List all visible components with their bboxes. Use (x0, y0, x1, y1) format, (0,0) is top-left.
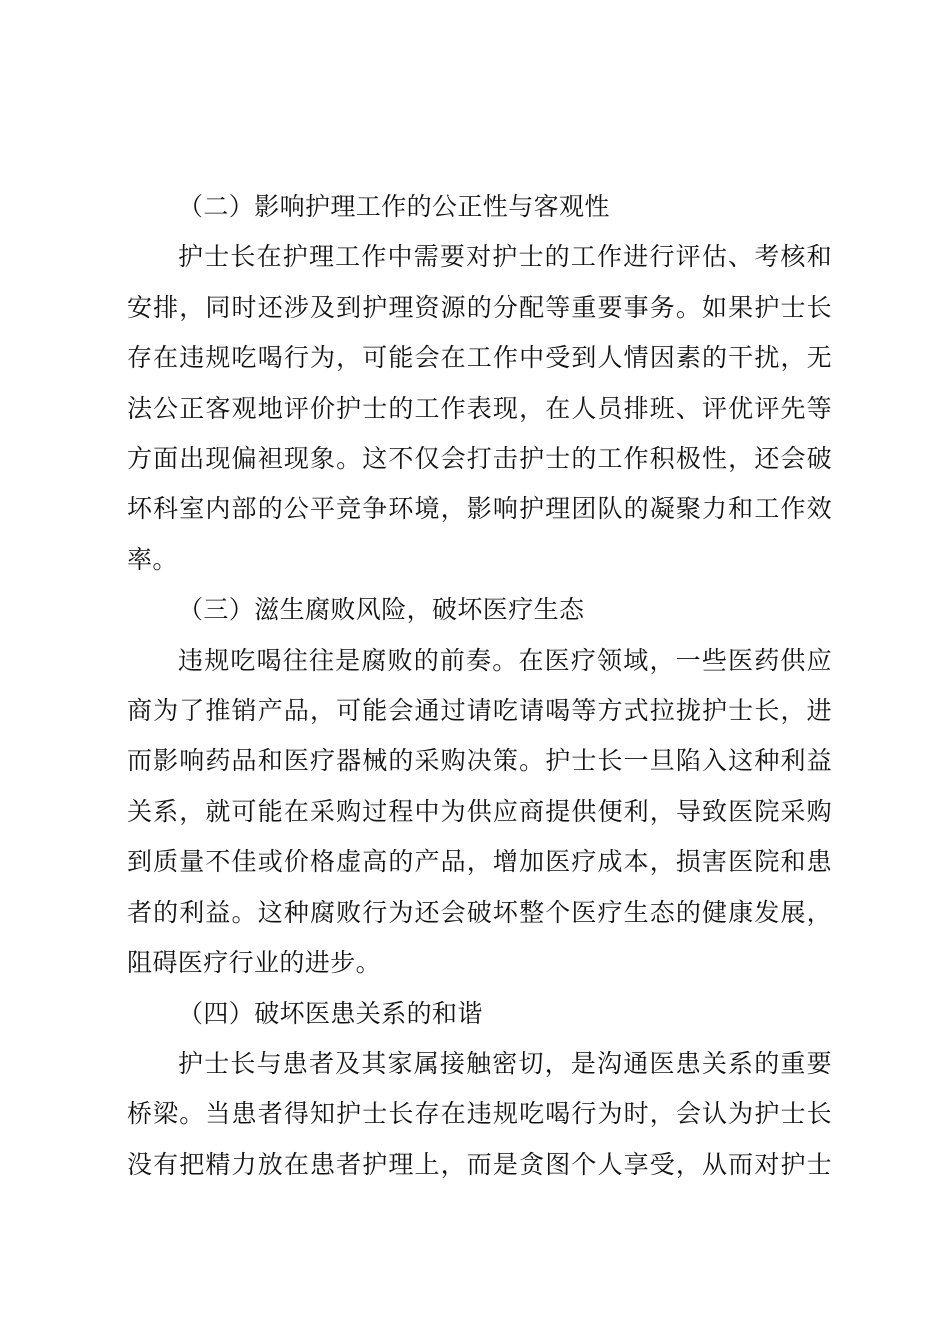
paragraph-line: 方面出现偏袒现象。这不仅会打击护士的工作积极性，还会破 (127, 444, 832, 474)
paragraph-line: 关系，就可能在采购过程中为供应商提供便利，导致医院采购 (127, 796, 832, 826)
paragraph-line: 违规吃喝往往是腐败的前奏。在医疗领域，一些医药供应 (178, 645, 832, 675)
paragraph-line: 率。 (127, 544, 178, 574)
paragraph-line: 坏科室内部的公平竞争环境，影响护理团队的凝聚力和工作效 (127, 494, 832, 524)
paragraph-line: 存在违规吃喝行为，可能会在工作中受到人情因素的干扰，无 (127, 343, 832, 373)
paragraph-line: 阻碍医疗行业的进步。 (127, 948, 382, 978)
paragraph-line: 者的利益。这种腐败行为还会破坏整个医疗生态的健康发展， (127, 897, 832, 927)
paragraph-line: 桥梁。当患者得知护士长存在违规吃喝行为时，会认为护士长 (127, 1099, 832, 1129)
paragraph-line: 护士长与患者及其家属接触密切，是沟通医患关系的重要 (178, 1048, 832, 1078)
document-body (127, 182, 832, 1190)
section-heading-2: （二）影响护理工作的公正性与客观性 (178, 192, 610, 221)
paragraph-line: 而影响药品和医疗器械的采购决策。护士长一旦陷入这种利益 (127, 746, 832, 776)
section-heading-4: （四）破坏医患关系的和谐 (178, 998, 483, 1028)
paragraph-line: 商为了推销产品，可能会通过请吃请喝等方式拉拢护士长，进 (127, 696, 832, 726)
paragraph-line: 安排，同时还涉及到护理资源的分配等重要事务。如果护士长 (127, 292, 832, 322)
paragraph-line: 护士长在护理工作中需要对护士的工作进行评估、考核和 (178, 242, 832, 272)
paragraph-line: 到质量不佳或价格虚高的产品，增加医疗成本，损害医院和患 (127, 847, 832, 877)
paragraph-line: 法公正客观地评价护士的工作表现，在人员排班、评优评先等 (127, 393, 832, 423)
section-heading-3: （三）滋生腐败风险，破坏医疗生态 (178, 595, 585, 625)
paragraph-line: 没有把精力放在患者护理上，而是贪图个人享受，从而对护士 (127, 1149, 832, 1179)
